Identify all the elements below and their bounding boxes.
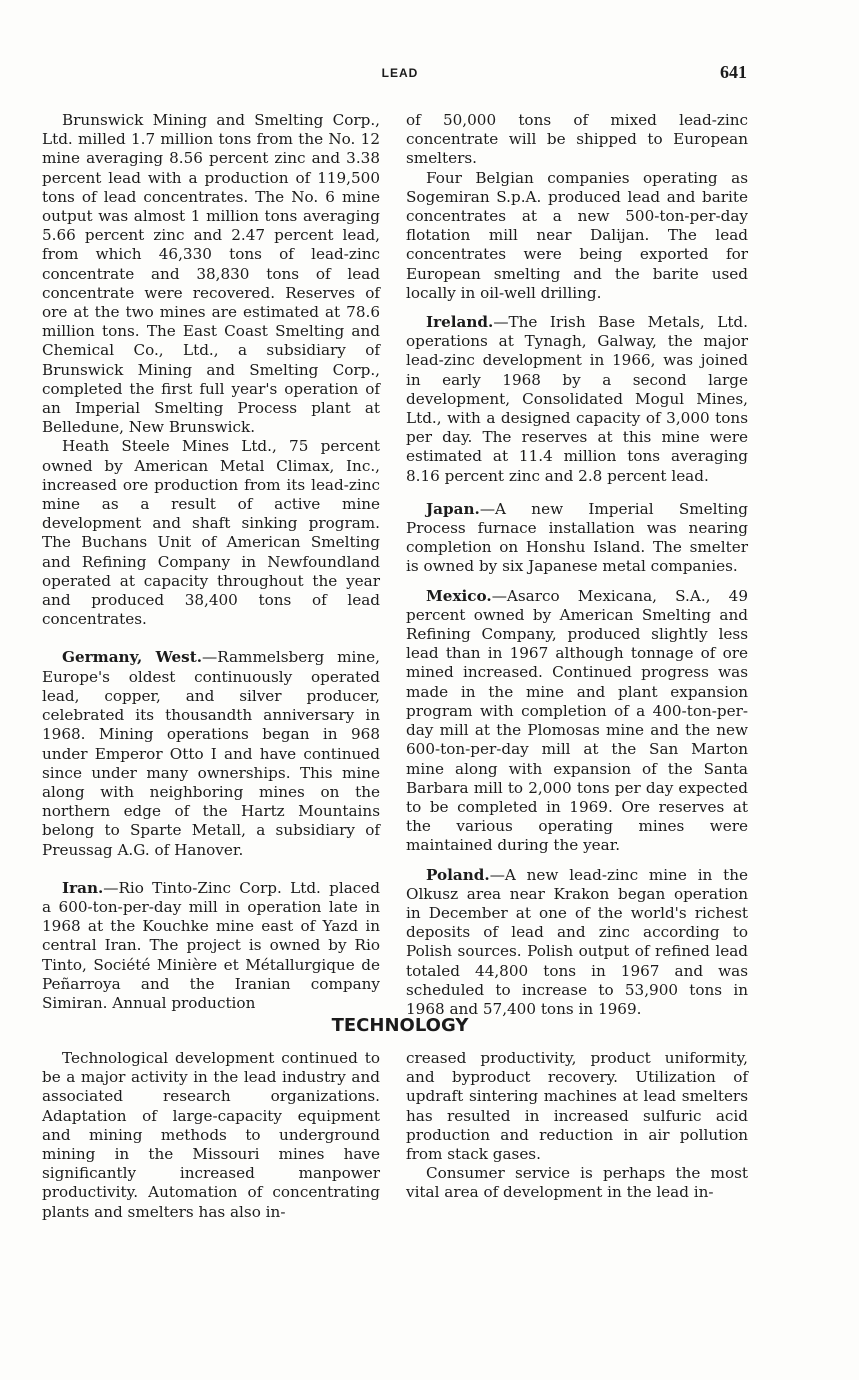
paragraph-technology-continued: creased productivity, product uniformity, and byproduct recovery. Utilization of updraft sintering machines at lead smelters has resulted in increased sulfuric acid production and reduction in air pollution from stack gases. <box>406 1049 748 1164</box>
paragraph-iran-continued: of 50,000 tons of mixed lead-zinc concentrate will be shipped to European smelters. <box>406 111 748 168</box>
technology-right-column <box>406 1049 748 1203</box>
paragraph-japan <box>406 500 748 577</box>
mexico-text: —Asarco Mexicana, S.A., 49 percent owned by American Smelting and Refining Company, produced slightly less lead than in 1967 although tonnage of ore mined increased. Continued progress was made in the mine and plant expansion program with completion of a 400-ton-per-day mill at the Plomosas mine and the new 600-ton-per-day mill at the San Marton mine along with expansion of the Santa Barbara mill to 2,000 tons per day expected to be completed in 1969. Ore reserves at the various operating mines were maintained during the year. <box>406 586 748 855</box>
iran-run-in-heading: Iran. <box>62 878 104 897</box>
paragraph-ireland <box>406 313 748 486</box>
japan-run-in-heading: Japan. <box>426 499 480 518</box>
paragraph-technology-intro: Technological development continued to be a major activity in the lead industry and associated research organizations. Adaptation of large-capacity equipment and mining methods to underground mining in the Missouri mines have significantly increased manpower productivity. Automation of concentrating plants and smelters has also in- <box>42 1049 380 1221</box>
poland-run-in-heading: Poland. <box>426 865 490 884</box>
page-number: 641 <box>720 62 747 82</box>
paragraph-germany <box>42 648 380 859</box>
poland-text: —A new lead-zinc mine in the Olkusz area near Krakon began operation in December at one of the world's richest deposits of lead and zinc according to Polish sources. Polish output of refined lead totaled 44,800 tons in 1967 and was scheduled to increase to 53,900 tons in 1968 and 57,400 tons in 1969. <box>406 865 748 1018</box>
right-column <box>406 111 748 1019</box>
paragraph-heath-steele: Heath Steele Mines Ltd., 75 percent owned by American Metal Climax, Inc., increased ore production from its lead-zinc mine as a result of active mine development and shaft sinking program. The Buchans Unit of American Smelting and Refining Company in Newfoundland operated at capacity throughout the year and produced 38,400 tons of lead concentrates. <box>42 437 380 629</box>
japan-text: —A new Imperial Smelting Process furnace installation was nearing completion on Honshu Island. The smelter is owned by six Japanese metal companies. <box>406 499 748 576</box>
paragraph-mexico <box>406 587 748 856</box>
paragraph-consumer-service: Consumer service is perhaps the most vital area of development in the lead in- <box>406 1164 748 1202</box>
paragraph-poland <box>406 866 748 1020</box>
ireland-run-in-heading: Ireland. <box>426 313 494 332</box>
paragraph-belgian-companies: Four Belgian companies operating as Sogemiran S.p.A. produced lead and barite concentrates at a new 500-ton-per-day flotation mill near Dalijan. The lead concentrates were being exported for European smelting and the barite used locally in oil-well drilling. <box>406 168 748 302</box>
iran-text: —Rio Tinto-Zinc Corp. Ltd. placed a 600-ton-per-day mill in operation late in 1968 at the Kouchke mine east of Yazd in central Iran. The project is owned by Rio Tinto, Société Minière et Métallurgique de Peñarroya and the Iranian company Simiran. Annual production <box>42 878 380 1012</box>
running-header-title: LEAD <box>381 66 419 80</box>
paragraph-brunswick: Brunswick Mining and Smelting Corp., Ltd. milled 1.7 million tons from the No. 12 mine averaging 8.56 percent zinc and 3.38 percent lead with a production of 119,500 tons of lead concentrates. The No. 6 mine output was almost 1 million tons averaging 5.66 percent zinc and 2.47 percent lead, from which 46,330 tons of lead-zinc concentrate and 38,830 tons of lead concentrate were recovered. Reserves of ore at the two mines are estimated at 78.6 million tons. The East Coast Smelting and Chemical Co., Ltd., a subsidiary of Brunswick Mining and Smelting Corp., completed the first full year's operation of an Imperial Smelting Process plant at Belledune, New Brunswick. <box>42 111 380 437</box>
technology-left-column <box>42 1049 380 1222</box>
mexico-run-in-heading: Mexico. <box>426 586 492 605</box>
paragraph-iran <box>42 879 380 1013</box>
germany-run-in-heading: Germany, West. <box>62 648 203 667</box>
germany-text: —Rammelsberg mine, Europe's oldest continuously operated lead, copper, and silver producer, celebrated its thousandth anniversary in 1968. Mining operations began in 968 under Emperor Otto I and have continued since under many ownerships. This mine along with neighboring mines on the northern edge of the Hartz Mountains belong to Sparte Metall, a subsidiary of Preussag A.G. of Hanover. <box>42 648 380 859</box>
ireland-text: —The Irish Base Metals, Ltd. operations at Tynagh, Galway, the major lead-zinc development in 1966, was joined in early 1968 by a second large development, Consolidated Mogul Mines, Ltd., with a designed capacity of 3,000 tons per day. The reserves at this mine were estimated at 11.4 million tons averaging 8.16 percent zinc and 2.8 percent lead. <box>406 313 748 485</box>
left-column <box>42 111 380 1013</box>
section-heading-technology: TECHNOLOGY <box>331 1015 469 1036</box>
